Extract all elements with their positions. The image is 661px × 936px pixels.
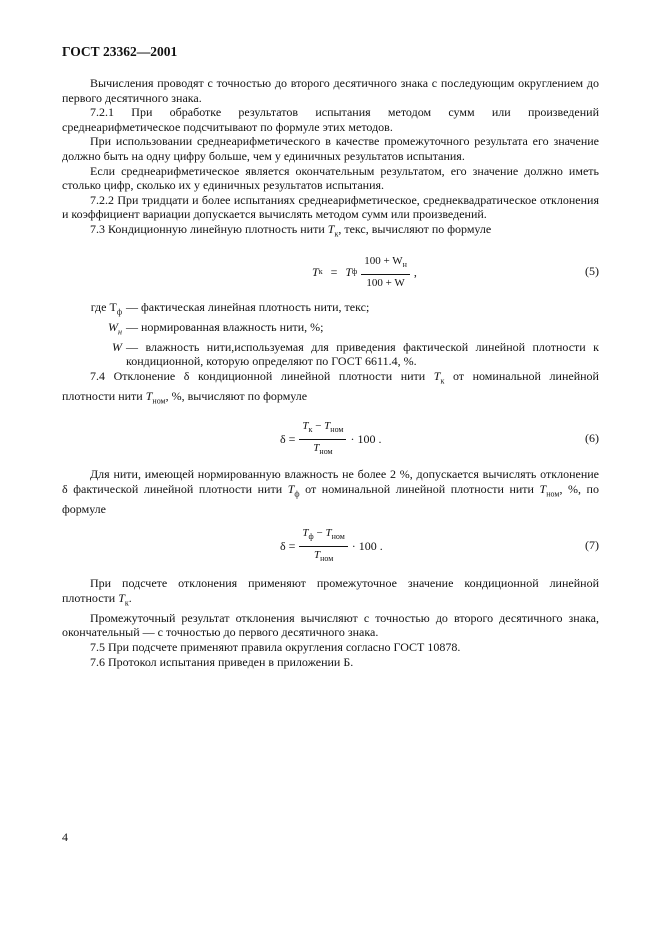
equation-number: (6) <box>585 431 599 446</box>
paragraph-7-5: 7.5 При подсчете применяют правила округления согласно ГОСТ 10878. <box>90 639 461 654</box>
formula-7: δ = $\frac{T_ф - T_{ном}}{T_{ном}}$ · 100 . (7) <box>62 524 599 568</box>
where-item: $W_н$ — нормированная влажность нити, %; <box>108 319 324 337</box>
paragraph-deviation: При подсчете отклонения применяют промежуточное значение кондиционной линейной плотности $T_к$. <box>62 576 599 608</box>
page-number: 4 <box>62 830 68 844</box>
document-body <box>62 76 599 669</box>
paragraph-low-humidity: Для нити, имеющей нормированную влажность не более 2 %, допускается вычислять отклонение δ фактической линейной плотности нити $T_ф$ от номинальной линейной плотности нити $T_{ном}$, %, по формуле <box>62 467 599 516</box>
equation-number: (7) <box>585 538 599 553</box>
where-item: W — влажность нити,используемая для приведения фактической линейной плотности к кондиционной, которую определяют по ГОСТ 6611.4, %. <box>112 339 599 369</box>
paragraph: 7.2.1 При обработке результатов испытания методом сумм или произведений среднеарифметическое подсчитывают по формуле этих методов. <box>62 105 599 134</box>
document-header: ГОСТ 23362—2001 <box>62 44 178 59</box>
equation-number: (5) <box>585 263 599 278</box>
where-item: где $T_ф$ — фактическая линейная плотность нити, текс; <box>90 299 370 317</box>
formula-5: T к = T ф $\frac{100 + W_н}{100 + W}$ , (5) <box>312 254 599 289</box>
paragraph-7-3: 7.3 Кондиционную линейную плотность нити $T_к$, текс, вычисляют по формуле <box>90 221 492 239</box>
paragraph: Вычисления проводят с точностью до второго десятичного знака с последующим округлением до первого десятичного знака. <box>62 76 599 105</box>
paragraph: Промежуточный результат отклонения вычисляют с точностью до второго десятичного знака, окончательный — с точностью до первого десятичного знака. <box>62 610 599 640</box>
formula-6: δ = $\frac{T_к - T_{ном}}{T_{ном}}$ · 100 . (6) <box>62 417 599 461</box>
paragraph-7-6: 7.6 Протокол испытания приведен в приложении Б. <box>90 654 354 669</box>
paragraph: 7.2.2 При тридцати и более испытаниях среднеарифметическое, среднеквадратическое отклонения и коэффициент вариации допускается вычислять методом сумм или произведений. <box>62 192 599 222</box>
paragraph-7-4: 7.4 Отклонение δ кондиционной линейной плотности нити $T_к$ от номинальной линейной плотности нити $T_{ном}$, %, вычисляют по формуле <box>62 369 599 406</box>
where-list <box>62 300 599 369</box>
fraction: $\frac{100 + W_н}{100 + W}$ <box>361 254 410 290</box>
paragraph: Если среднеарифметическое является окончательным результатом, его значение должно иметь столько цифр, сколько их у единичных результатов испытания. <box>62 163 599 193</box>
paragraph: При использовании среднеарифметического в качестве промежуточного результата его значение должно быть на одну цифру больше, чем у единичных результатов испытания. <box>62 134 599 163</box>
fraction: $\frac{T_к - T_{ном}}{T_{ном}}$ <box>299 419 346 460</box>
fraction: $\frac{T_ф - T_{ном}}{T_{ном}}$ <box>299 526 347 567</box>
